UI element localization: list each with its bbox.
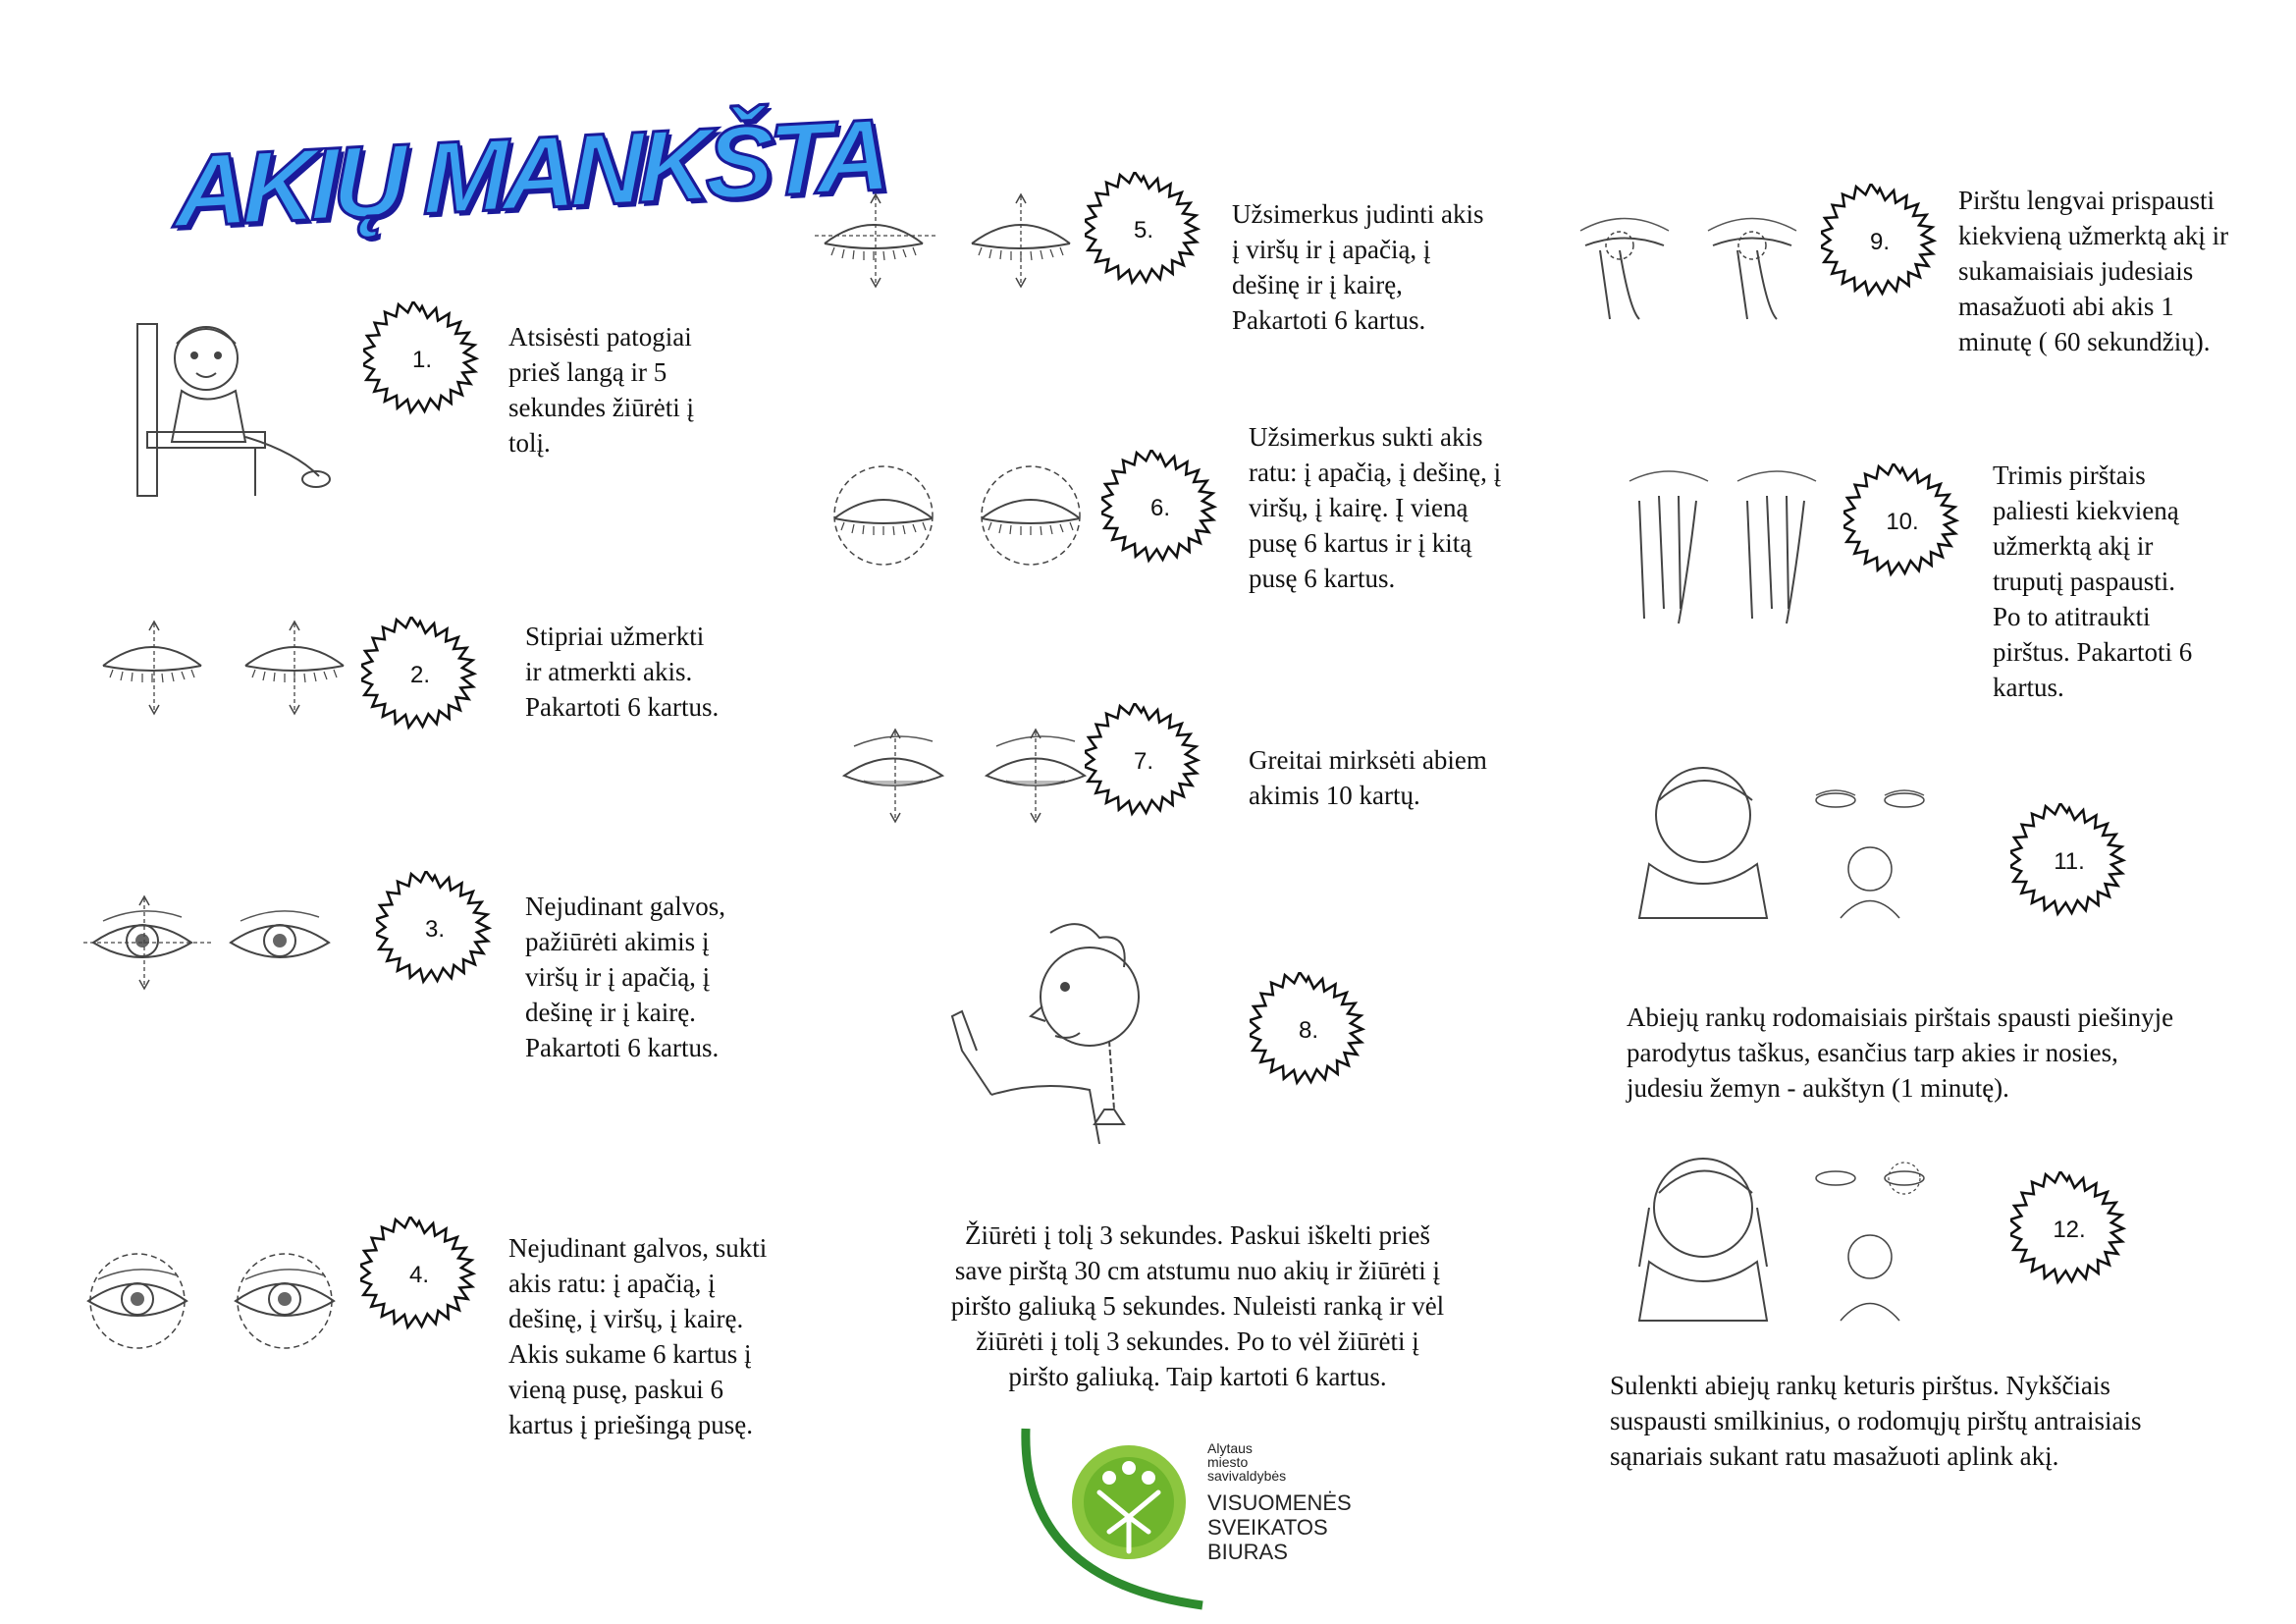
step-badge-7: 7. <box>1085 703 1202 821</box>
step-badge-12: 12. <box>2010 1171 2128 1289</box>
three-fingers-illustration <box>1620 461 1836 628</box>
logo-line-5: SVEIKATOS <box>1207 1515 1328 1540</box>
exercise-7-text: Greitai mirksėti abiem akimis 10 kartų. <box>1249 745 1487 810</box>
exercise-10-text: Trimis pirštais paliesti kiekvieną užmerktą akį ir truputį paspausti. Po to atitraukti pirštus. Pakartoti 6 kartus. <box>1993 460 2193 702</box>
closed-eyes-arrows-illustration <box>815 177 1080 304</box>
step-badge-8: 8. <box>1250 972 1367 1090</box>
step-badge-5: 5. <box>1085 172 1202 290</box>
open-eyes-directions-illustration <box>83 889 348 997</box>
step-badge-9: 9. <box>1821 184 1939 301</box>
step-badge-6: 6. <box>1101 450 1219 568</box>
exercise-6-text: Užsimerkus sukti akis ratu: į apačią, į dešinę, į viršų, į kairę. Į vieną pusę 6 kartus ir į kitą pusę 6 kartus. <box>1249 422 1502 593</box>
step-badge-2: 2. <box>361 617 479 734</box>
page-title: AKIŲ MANKŠTA <box>175 98 885 249</box>
temple-massage-illustration <box>1610 1139 1934 1326</box>
exercise-11-text: Abiejų rankų rodomaisiais pirštais spausti piešinyje parodytus taškus, esančius tarp akies ir nosies, judesiu žemyn - aukštyn (1 minutę). <box>1627 1002 2174 1103</box>
logo-line-2: miesto <box>1207 1454 1249 1470</box>
sitting-child-illustration <box>98 314 334 501</box>
exercise-9-text: Pirštu lengvai prispausti kiekvieną užmerktą akį ir sukamaisiais judesiais masažuoti abi akis 1 minutę ( 60 sekundžių). <box>1958 186 2229 356</box>
finger-massage-illustration <box>1571 191 1806 329</box>
step-badge-1: 1. <box>363 301 481 419</box>
eyes-circle-illustration <box>79 1242 344 1360</box>
closed-eyes-illustration <box>93 609 358 727</box>
logo-line-1: Alytaus <box>1207 1440 1253 1456</box>
step-badge-10: 10. <box>1843 463 1961 581</box>
blinking-eyes-illustration <box>834 712 1090 839</box>
exercise-5-text: Užsimerkus judinti akis į viršų ir į apačią, į dešinę ir į kairę, Pakartoti 6 kartus. <box>1232 199 1484 335</box>
exercise-12-text: Sulenkti abiejų rankų keturis pirštus. Nykščiais suspausti smilkinius, o rodomųjų pirštų antraisiais sąnariais sukant ratu masažuoti aplink akį. <box>1610 1371 2142 1471</box>
exercise-4-text: Nejudinant galvos, sukti akis ratu: į apačią, į dešinę, į viršų, į kairę. Akis sukame 6 kartus į vieną pusę, paskui 6 kartus į priešingą pusę. <box>508 1233 768 1439</box>
step-badge-11: 11. <box>2010 803 2128 921</box>
health-bureau-logo <box>1006 1424 1418 1610</box>
step-badge-3: 3. <box>376 871 494 989</box>
girl-pointing-finger-illustration <box>933 913 1178 1149</box>
closed-eyes-circle-illustration <box>825 457 1090 574</box>
logo-line-6: BIURAS <box>1207 1540 1288 1564</box>
logo-line-4: VISUOMENĖS <box>1207 1490 1352 1515</box>
exercise-2-text: Stipriai užmerkti ir atmerkti akis. Pakartoti 6 kartus. <box>525 622 720 722</box>
step-badge-4: 4. <box>360 1217 478 1334</box>
exercise-1-text: Atsisėsti patogiai prieš langą ir 5 sekundes žiūrėti į tolį. <box>508 322 694 458</box>
exercise-3-text: Nejudinant galvos, pažiūrėti akimis į viršų ir į apačią, į dešinę ir į kairę. Pakartoti 6 kartus. <box>525 892 725 1062</box>
exercise-8-text: Žiūrėti į tolį 3 sekundes. Paskui iškelti prieš save pirštą 30 cm atstumu nuo akių ir žiūrėti į piršto galiuką 5 sekundes. Nuleisti ranką ir vėl žiūrėti į tolį 3 sekundes. Po to vėl žiūrėti į piršto galiuką. Taip kartoti 6 kartus. <box>950 1220 1445 1391</box>
logo-line-3: savivaldybės <box>1207 1468 1287 1484</box>
pressing-points-illustration <box>1610 756 1934 923</box>
